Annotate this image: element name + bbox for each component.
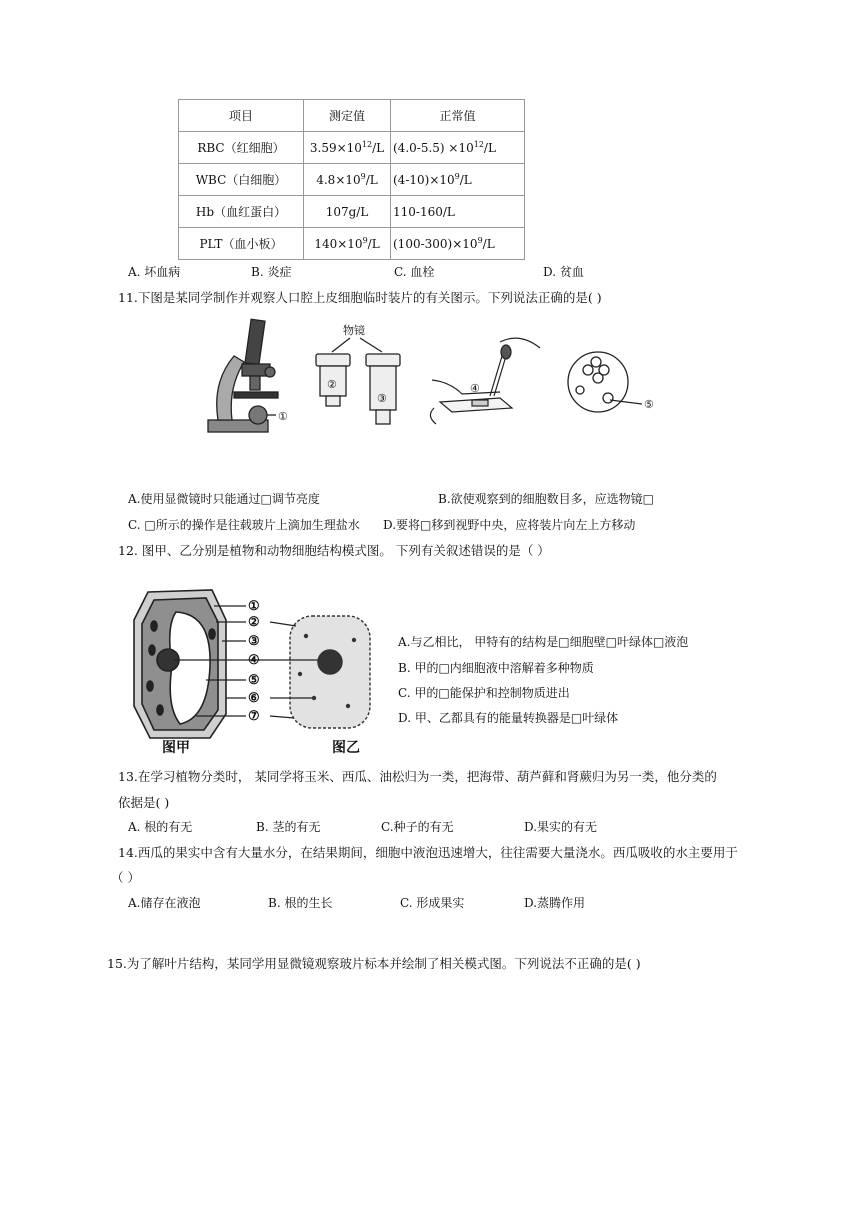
- q14-option-c[interactable]: C. 形成果实: [400, 896, 465, 910]
- objective-lens-short: [316, 338, 350, 406]
- table-cell-normal: 110-160/L: [391, 196, 525, 228]
- dropper-slide-illustration: [430, 338, 540, 424]
- figure-label-4: ④: [470, 382, 480, 395]
- table-header-row: [179, 100, 525, 132]
- objective-caption: 物镜: [343, 324, 365, 337]
- table-cell-item: WBC（白细胞）: [179, 164, 304, 196]
- table-cell-measured: $3.59\times 10^{12}/L$: [304, 132, 391, 164]
- q12-option-b[interactable]: B. 甲的□内细胞液中溶解着多种物质: [398, 661, 594, 675]
- q12-option-d[interactable]: D. 甲、乙都具有的能量转换器是□叶绿体: [398, 711, 619, 725]
- q10-option-c[interactable]: C. 血栓: [394, 265, 435, 279]
- q13-option-b[interactable]: B. 茎的有无: [256, 820, 321, 834]
- figure-label-5: ⑤: [644, 398, 654, 411]
- figure-label-1: ①: [278, 410, 288, 423]
- table-cell-item: RBC（红细胞）: [179, 132, 304, 164]
- q13-stem-line1: 13.在学习植物分类时， 某同学将玉米、西瓜、油松归为一类，把海带、葫芦藓和肾蕨归为另一类，他分类的: [118, 769, 717, 784]
- q10-option-a[interactable]: A. 坏血病: [128, 265, 181, 279]
- table-row: [179, 196, 525, 228]
- q11-option-b[interactable]: B.欲使观察到的细胞数目多，应选物镜□: [438, 492, 654, 506]
- table-row: [179, 132, 525, 164]
- q10-option-d[interactable]: D. 贫血: [543, 265, 584, 279]
- table-cell-normal: $(100-300)\times 10^9/L$: [391, 228, 525, 260]
- q15-stem: 15.为了解叶片结构，某同学用显微镜观察玻片标本并绘制了相关模式图。下列说法不正确的是( ): [107, 956, 641, 971]
- field-of-view-illustration: [568, 352, 642, 412]
- figure-label-2: ②: [327, 378, 337, 391]
- q11-figure: [200, 312, 670, 442]
- table-cell-normal: $(4-10)\times 10^9/L$: [391, 164, 525, 196]
- table-header: 项目: [179, 100, 304, 132]
- table-cell-normal: $(4.0-5.5) \times 10^{12}/L$: [391, 132, 525, 164]
- q12-figure: [126, 586, 396, 758]
- q11-option-d[interactable]: D.要将□移到视野中央，应将装片向左上方移动: [383, 518, 636, 532]
- figure-caption-yi: 图乙: [332, 740, 360, 756]
- q13-option-a[interactable]: A. 根的有无: [128, 820, 193, 834]
- animal-cell-illustration: [290, 616, 370, 728]
- table-cell-item: Hb（血红蛋白）: [179, 196, 304, 228]
- q11-stem: 11.下图是某同学制作并观察人口腔上皮细胞临时装片的有关图示。下列说法正确的是( ): [118, 290, 602, 305]
- q14-option-b[interactable]: B. 根的生长: [268, 896, 333, 910]
- q12-option-c[interactable]: C. 甲的□能保护和控制物质进出: [398, 686, 570, 700]
- microscope-illustration: [208, 319, 278, 432]
- figure-label-2: ②: [248, 615, 260, 630]
- figure-label-1: ①: [248, 599, 260, 614]
- blood-test-table: [178, 99, 525, 260]
- q14-stem-line1: 14.西瓜的果实中含有大量水分，在结果期间，细胞中液泡迅速增大，往往需要大量浇水。西瓜吸收的水主要用于: [118, 845, 738, 860]
- table-row: [179, 164, 525, 196]
- q11-option-c[interactable]: C. □所示的操作是往载玻片上滴加生理盐水: [128, 518, 360, 532]
- table-cell-measured: $140\times 10^9/L$: [304, 228, 391, 260]
- table-row: [179, 228, 525, 260]
- table-cell-item: PLT（血小板）: [179, 228, 304, 260]
- q11-option-a[interactable]: A.使用显微镜时只能通过□调节亮度: [128, 492, 320, 506]
- figure-label-3: ③: [248, 634, 260, 649]
- q13-stem-line2: 依据是( ): [118, 795, 170, 810]
- figure-label-5: ⑤: [248, 673, 260, 688]
- table-header: 正常值: [391, 100, 525, 132]
- figure-label-6: ⑥: [248, 691, 260, 706]
- figure-label-4: ④: [248, 653, 260, 668]
- objective-lens-long: [360, 338, 400, 424]
- q14-stem-line2: （ ）: [111, 870, 140, 885]
- figure-caption-jia: 图甲: [162, 740, 190, 756]
- q14-option-a[interactable]: A.储存在液泡: [128, 896, 201, 910]
- q12-option-a[interactable]: A.与乙相比， 甲特有的结构是□细胞壁□叶绿体□液泡: [398, 635, 689, 649]
- table-cell-measured: $4.8\times 10^9/L$: [304, 164, 391, 196]
- table-header: 测定值: [304, 100, 391, 132]
- q10-option-b[interactable]: B. 炎症: [251, 265, 292, 279]
- q14-option-d[interactable]: D.蒸腾作用: [524, 896, 586, 910]
- q12-stem: 12. 图甲、乙分别是植物和动物细胞结构模式图。 下列有关叙述错误的是（ ）: [118, 543, 550, 558]
- q13-option-c[interactable]: C.种子的有无: [381, 820, 454, 834]
- figure-label-7: ⑦: [248, 709, 260, 724]
- table-cell-measured: 107g/L: [304, 196, 391, 228]
- figure-label-3: ③: [377, 392, 387, 405]
- q13-option-d[interactable]: D.果实的有无: [524, 820, 598, 834]
